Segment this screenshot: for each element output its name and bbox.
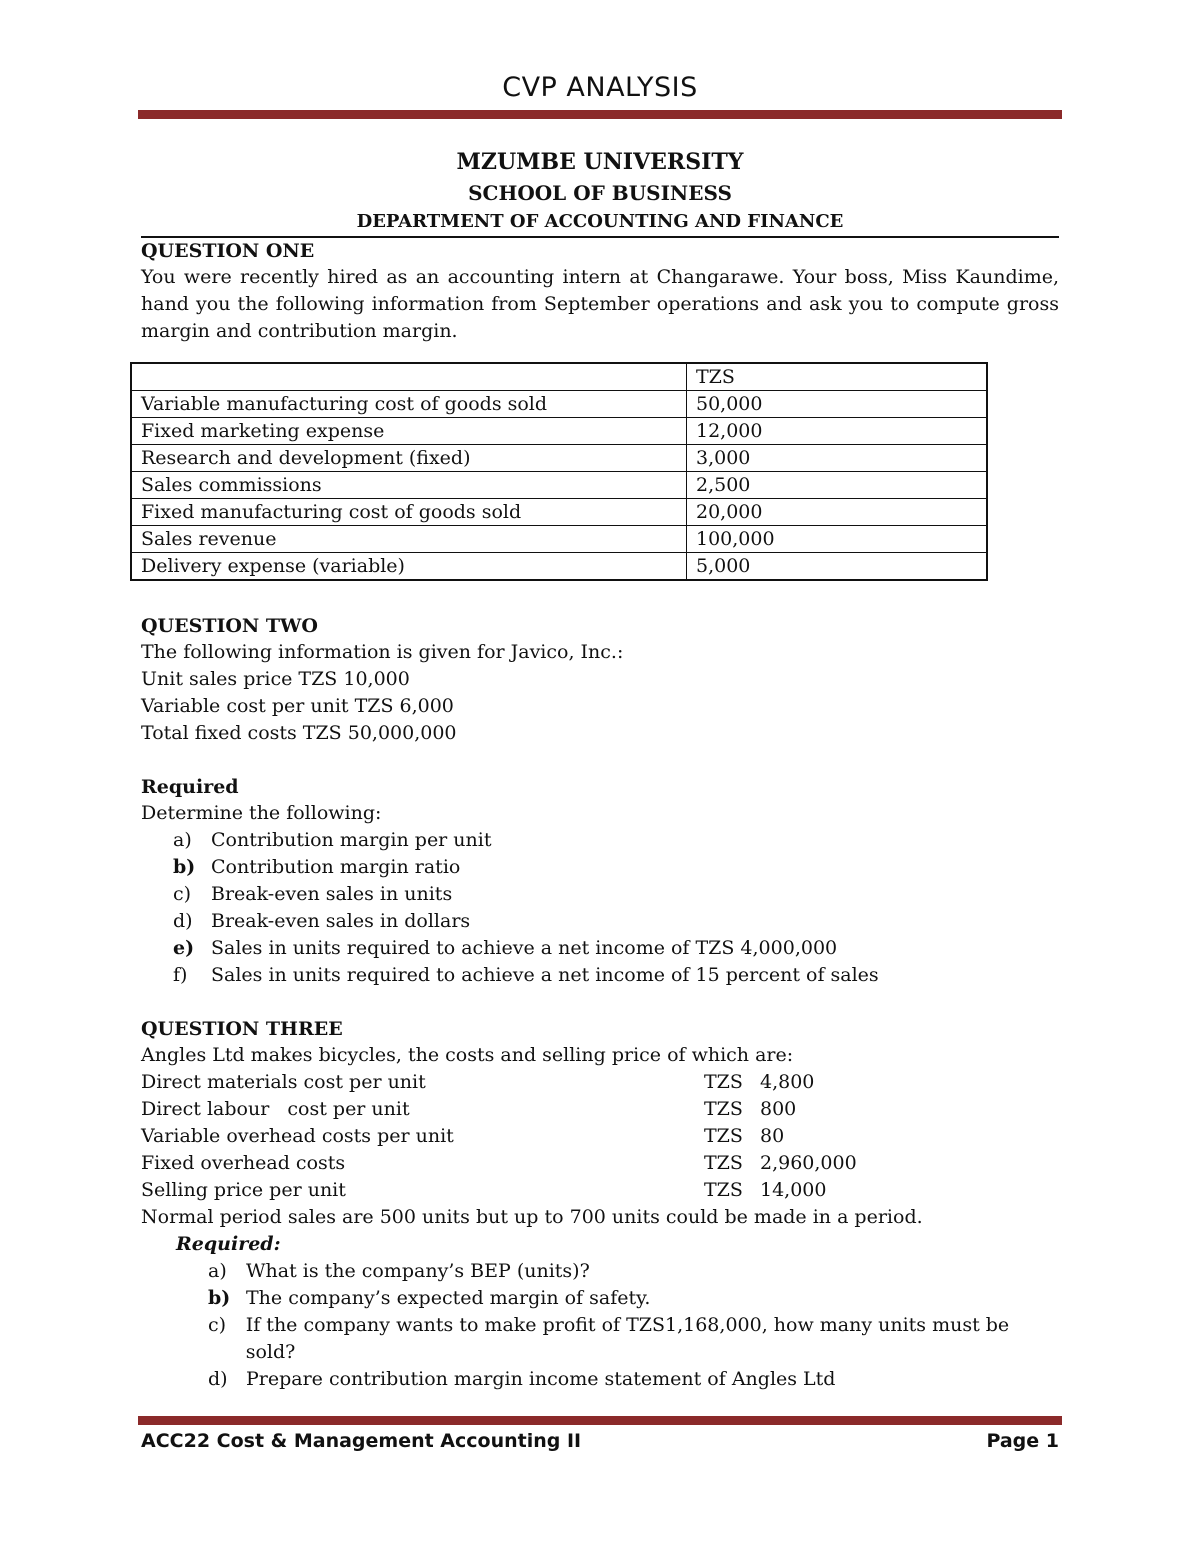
- list-item-label: b): [173, 856, 196, 878]
- table-row: [131, 472, 987, 499]
- cost-currency: TZS: [704, 1125, 743, 1147]
- table-cell: Sales revenue: [131, 526, 687, 553]
- school-name: SCHOOL OF BUSINESS: [468, 181, 732, 205]
- table-row: [131, 499, 987, 526]
- question-two-line: Total fixed costs TZS 50,000,000: [141, 722, 457, 744]
- list-item: [208, 1366, 1059, 1393]
- question-three-heading: QUESTION THREE: [141, 1018, 343, 1040]
- cost-row: [141, 1096, 1059, 1123]
- table-row: [131, 418, 987, 445]
- list-item-label: c): [173, 883, 192, 905]
- list-item: [208, 1258, 1059, 1285]
- footer-course-title: ACC22 Cost & Management Accounting II: [141, 1430, 582, 1452]
- table-row: [131, 445, 987, 472]
- table-cell: 12,000: [687, 418, 988, 445]
- cost-description: Fixed overhead costs: [141, 1152, 346, 1174]
- list-item: [173, 854, 1059, 881]
- question-three-required-list: [141, 1258, 1059, 1393]
- list-item: [208, 1285, 1059, 1312]
- question-three-note: Normal period sales are 500 units but up to 700 units could be made in a period.: [141, 1206, 923, 1228]
- question-three-required-heading: Required:: [176, 1233, 281, 1255]
- question-three-intro: Angles Ltd makes bicycles, the costs and selling price of which are:: [141, 1044, 794, 1066]
- cost-description: Variable overhead costs per unit: [141, 1125, 454, 1147]
- table-cell: 20,000: [687, 499, 988, 526]
- table-cell: Fixed marketing expense: [131, 418, 687, 445]
- table-cell: 50,000: [687, 391, 988, 418]
- question-two-required-intro: Determine the following:: [141, 802, 382, 824]
- table-cell: 100,000: [687, 526, 988, 553]
- table-cell: Sales commissions: [131, 472, 687, 499]
- cost-row: [141, 1150, 1059, 1177]
- page-header-title: CVP ANALYSIS: [502, 72, 698, 103]
- cost-currency: TZS: [704, 1071, 743, 1093]
- list-item: [173, 962, 1059, 989]
- table-cell: Fixed manufacturing cost of goods sold: [131, 499, 687, 526]
- list-item-text: The company’s expected margin of safety.: [246, 1287, 651, 1309]
- list-item: [173, 827, 1059, 854]
- department-name: DEPARTMENT OF ACCOUNTING AND FINANCE: [141, 208, 1059, 238]
- list-item-text: Contribution margin ratio: [211, 856, 461, 878]
- list-item-label: c): [208, 1314, 227, 1336]
- cost-currency: TZS: [704, 1098, 743, 1120]
- table-cell: 5,000: [687, 553, 988, 581]
- university-name: MZUMBE UNIVERSITY: [456, 149, 744, 175]
- list-item-label: f): [173, 964, 188, 986]
- question-two-line: Unit sales price TZS 10,000: [141, 668, 410, 690]
- cost-description: Selling price per unit: [141, 1179, 346, 1201]
- question-two-line: Variable cost per unit TZS 6,000: [141, 695, 454, 717]
- list-item-text: Sales in units required to achieve a net income of TZS 4,000,000: [211, 937, 838, 959]
- table-header-row: [131, 363, 987, 391]
- list-item-text: Break-even sales in dollars: [211, 910, 471, 932]
- list-item: [208, 1312, 1059, 1366]
- table-cell: Variable manufacturing cost of goods sold: [131, 391, 687, 418]
- question-one-heading: QUESTION ONE: [141, 240, 315, 262]
- cost-currency: TZS: [704, 1152, 743, 1174]
- table-row: [131, 553, 987, 581]
- table-header-cell: TZS: [687, 363, 988, 391]
- list-item: [173, 935, 1059, 962]
- list-item-text: What is the company’s BEP (units)?: [246, 1260, 590, 1282]
- table-cell: Delivery expense (variable): [131, 553, 687, 581]
- header-rule: [138, 110, 1062, 119]
- question-one-table: [130, 362, 988, 581]
- question-two-line: The following information is given for Javico, Inc.:: [141, 641, 624, 663]
- question-two-heading: QUESTION TWO: [141, 615, 318, 637]
- list-item-label: d): [208, 1368, 228, 1390]
- list-item: [173, 881, 1059, 908]
- list-item-text: If the company wants to make profit of TZS1,168,000, how many units must be sold?: [245, 1314, 1010, 1363]
- list-item-label: b): [208, 1287, 231, 1309]
- table-cell: 2,500: [687, 472, 988, 499]
- list-item-text: Prepare contribution margin income statement of Angles Ltd: [246, 1368, 836, 1390]
- list-item-label: a): [208, 1260, 227, 1282]
- list-item-label: e): [173, 937, 195, 959]
- document-body: [141, 146, 1059, 1393]
- cost-currency: TZS: [704, 1179, 743, 1201]
- footer-rule: [138, 1416, 1062, 1425]
- list-item-label: a): [173, 829, 192, 851]
- cost-row: [141, 1069, 1059, 1096]
- table-cell: Research and development (fixed): [131, 445, 687, 472]
- list-item-text: Contribution margin per unit: [211, 829, 492, 851]
- table-header-cell: [131, 363, 687, 391]
- list-item-label: d): [173, 910, 193, 932]
- list-item-text: Break-even sales in units: [211, 883, 453, 905]
- cost-description: Direct labour cost per unit: [141, 1098, 410, 1120]
- question-one-text: You were recently hired as an accounting intern at Changarawe. Your boss, Miss Kaundime, hand you the following information from September operations and ask you to compute gross margin and contribution margin.: [141, 266, 1059, 342]
- footer-page-number: Page 1: [986, 1430, 1059, 1452]
- cost-amount: 14,000: [760, 1179, 827, 1201]
- table-cell: 3,000: [687, 445, 988, 472]
- cost-amount: 2,960,000: [760, 1152, 857, 1174]
- cost-amount: 4,800: [760, 1071, 815, 1093]
- cost-row: [141, 1123, 1059, 1150]
- list-item-text: Sales in units required to achieve a net income of 15 percent of sales: [211, 964, 879, 986]
- table-row: [131, 526, 987, 553]
- cost-row: [141, 1177, 1059, 1204]
- list-item: [173, 908, 1059, 935]
- cost-description: Direct materials cost per unit: [141, 1071, 426, 1093]
- table-row: [131, 391, 987, 418]
- cost-amount: 800: [760, 1098, 797, 1120]
- page-footer: [141, 1430, 1059, 1452]
- question-two-required-list: [141, 827, 1059, 989]
- question-two-required-heading: Required: [141, 776, 239, 798]
- cost-amount: 80: [760, 1125, 785, 1147]
